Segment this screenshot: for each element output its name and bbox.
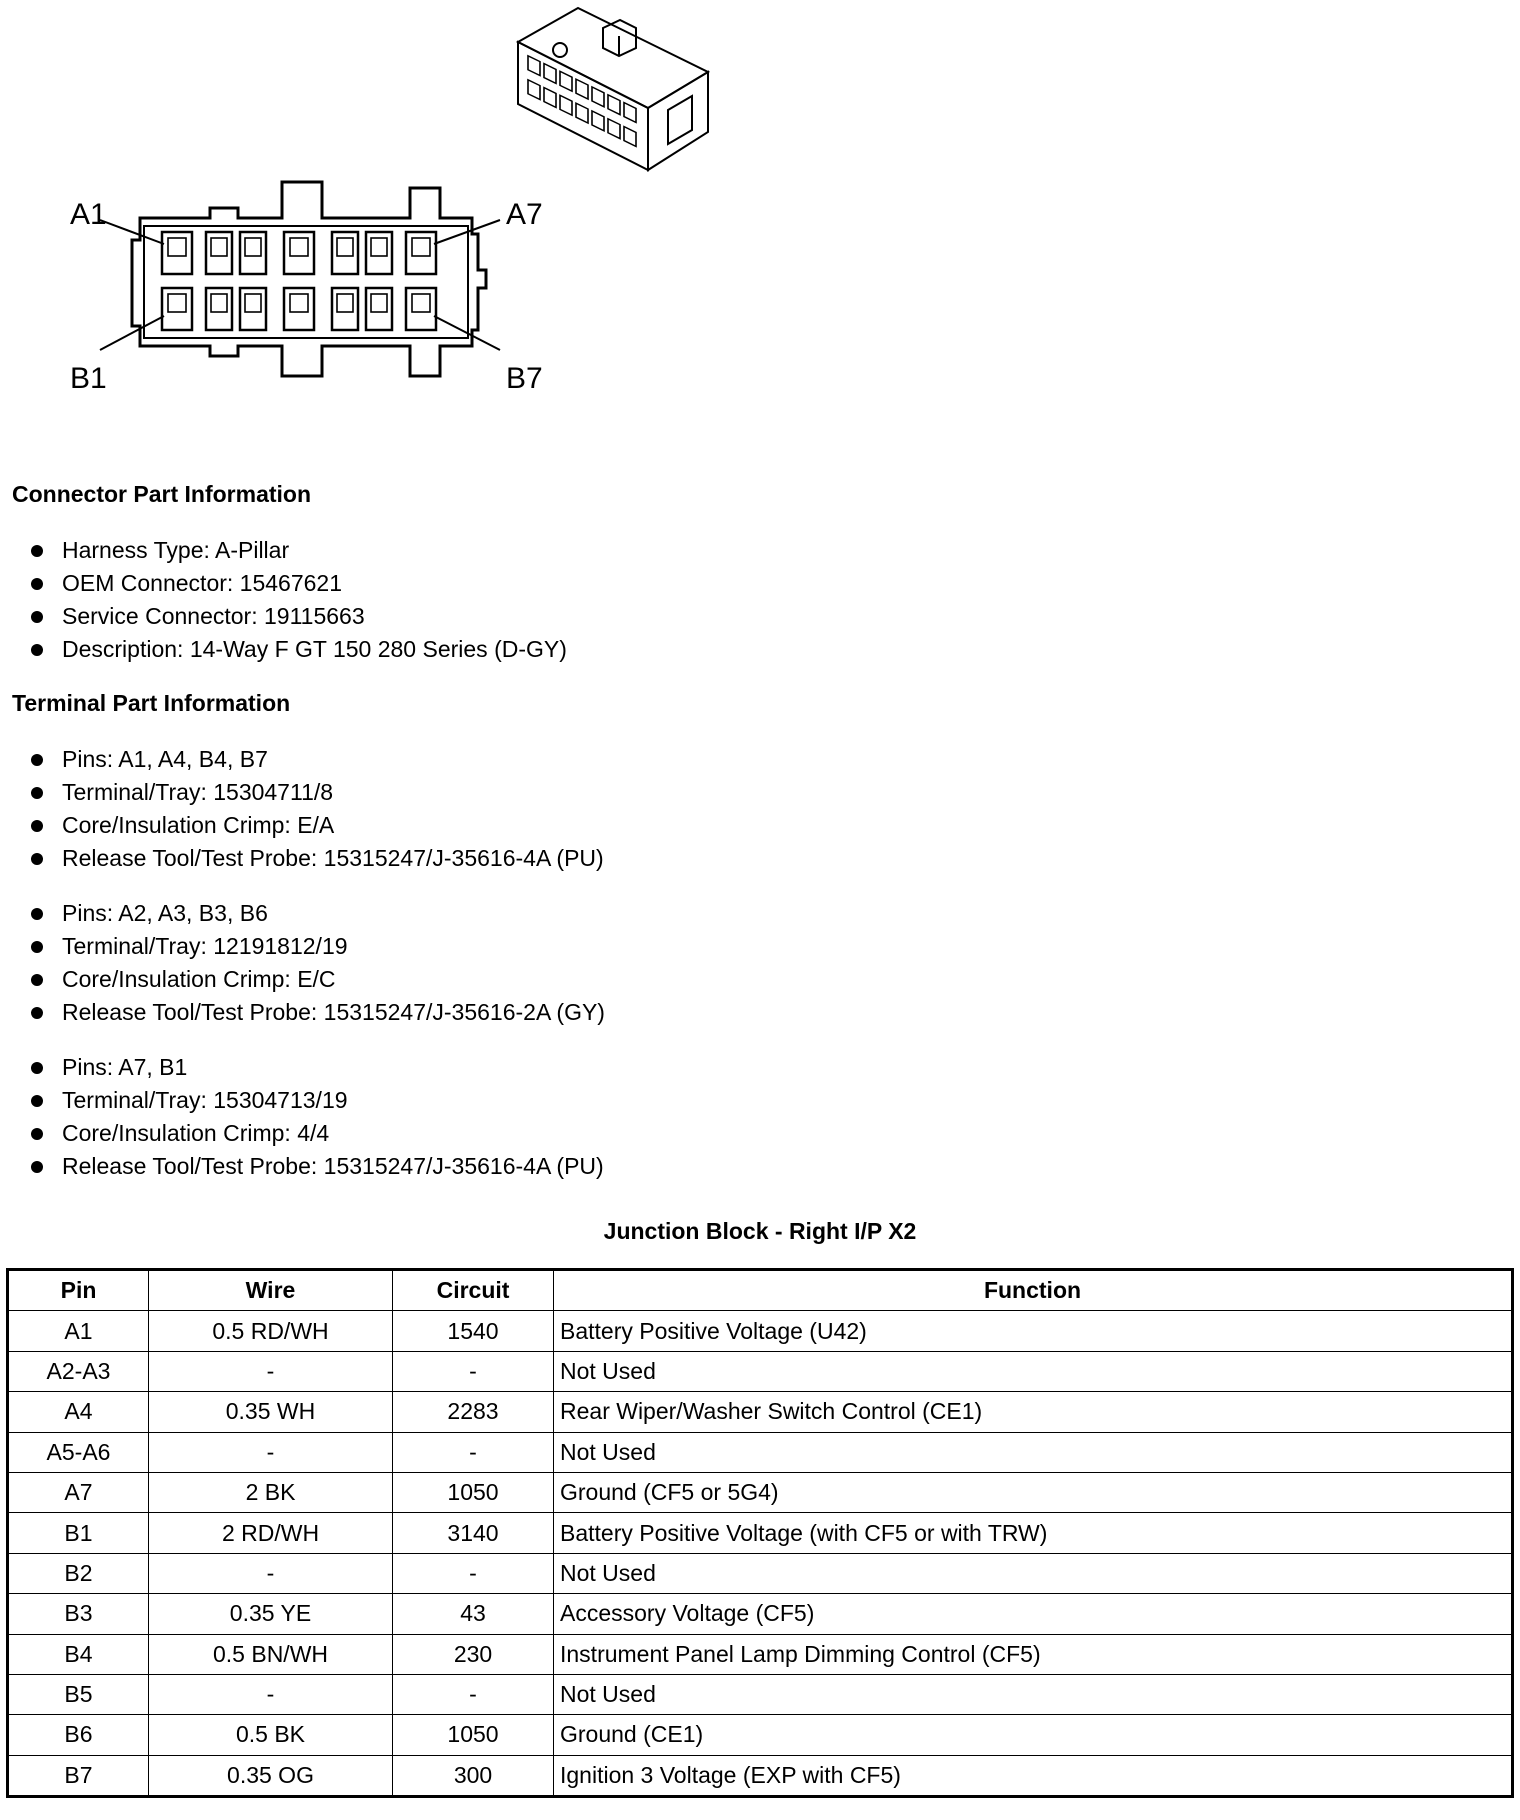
table-row [8, 1351, 1513, 1391]
list-item: OEM Connector: 15467621 [28, 567, 567, 600]
cell-circuit: - [393, 1351, 554, 1391]
cell-function: Ignition 3 Voltage (EXP with CF5) [554, 1755, 1513, 1796]
connector-face-diagram [60, 170, 580, 410]
cell-wire: 2 BK [149, 1472, 393, 1512]
cell-function: Ground (CF5 or 5G4) [554, 1472, 1513, 1512]
cell-function: Not Used [554, 1674, 1513, 1714]
cell-pin: A2-A3 [8, 1351, 149, 1391]
cell-pin: B4 [8, 1634, 149, 1674]
cell-function: Instrument Panel Lamp Dimming Control (CF5) [554, 1634, 1513, 1674]
list-item: Pins: A1, A4, B4, B7 [28, 743, 604, 776]
callout-a7: A7 [506, 198, 543, 231]
connector-info-heading: Connector Part Information [12, 481, 312, 507]
header-pin: Pin [8, 1270, 149, 1311]
cell-pin: A5-A6 [8, 1432, 149, 1472]
callout-b7: B7 [506, 362, 543, 395]
table-row [8, 1472, 1513, 1512]
terminal-group-1 [28, 743, 604, 875]
cell-pin: B2 [8, 1553, 149, 1593]
cell-pin: B5 [8, 1674, 149, 1714]
cell-wire: - [149, 1674, 393, 1714]
table-row [8, 1392, 1513, 1432]
list-item: Description: 14-Way F GT 150 280 Series (D-GY) [28, 633, 567, 666]
cell-wire: 2 RD/WH [149, 1513, 393, 1553]
list-item: Release Tool/Test Probe: 15315247/J-35616-2A (GY) [28, 996, 605, 1029]
cell-circuit: 43 [393, 1594, 554, 1634]
cell-wire: 0.5 RD/WH [149, 1311, 393, 1351]
cell-wire: 0.35 OG [149, 1755, 393, 1796]
cell-function: Battery Positive Voltage (U42) [554, 1311, 1513, 1351]
table-row [8, 1594, 1513, 1634]
cell-circuit: 1050 [393, 1715, 554, 1755]
list-item: Core/Insulation Crimp: E/C [28, 963, 605, 996]
list-item: Terminal/Tray: 15304711/8 [28, 776, 604, 809]
cell-wire: - [149, 1351, 393, 1391]
list-item: Terminal/Tray: 15304713/19 [28, 1084, 604, 1117]
cell-wire: 0.35 YE [149, 1594, 393, 1634]
cell-pin: B1 [8, 1513, 149, 1553]
table-body [8, 1311, 1513, 1797]
list-item: Harness Type: A-Pillar [28, 534, 567, 567]
cell-function: Battery Positive Voltage (with CF5 or with TRW) [554, 1513, 1513, 1553]
cell-wire: 0.35 WH [149, 1392, 393, 1432]
terminal-group-2 [28, 897, 605, 1029]
cell-pin: B7 [8, 1755, 149, 1796]
header-function: Function [554, 1270, 1513, 1311]
header-circuit: Circuit [393, 1270, 554, 1311]
list-item: Pins: A2, A3, B3, B6 [28, 897, 605, 930]
terminal-group-3 [28, 1051, 604, 1183]
callout-b1: B1 [70, 362, 107, 395]
list-item: Core/Insulation Crimp: 4/4 [28, 1117, 604, 1150]
table-row [8, 1513, 1513, 1553]
cell-function: Not Used [554, 1351, 1513, 1391]
list-item: Service Connector: 19115663 [28, 600, 567, 633]
table-row [8, 1432, 1513, 1472]
cell-circuit: 230 [393, 1634, 554, 1674]
connector-info-list [28, 534, 567, 666]
cell-circuit: 1050 [393, 1472, 554, 1512]
callout-a1: A1 [70, 198, 107, 231]
cell-pin: A1 [8, 1311, 149, 1351]
cell-circuit: 1540 [393, 1311, 554, 1351]
connector-isometric-illustration [508, 0, 728, 180]
cell-pin: B6 [8, 1715, 149, 1755]
cell-pin: B3 [8, 1594, 149, 1634]
table-row [8, 1553, 1513, 1593]
cell-circuit: - [393, 1674, 554, 1714]
pinout-table [6, 1268, 1514, 1798]
header-wire: Wire [149, 1270, 393, 1311]
list-item: Core/Insulation Crimp: E/A [28, 809, 604, 842]
cell-circuit: - [393, 1432, 554, 1472]
cell-wire: 0.5 BK [149, 1715, 393, 1755]
list-item: Release Tool/Test Probe: 15315247/J-35616-4A (PU) [28, 842, 604, 875]
cell-pin: A4 [8, 1392, 149, 1432]
table-row [8, 1674, 1513, 1714]
cell-pin: A7 [8, 1472, 149, 1512]
cell-wire: 0.5 BN/WH [149, 1634, 393, 1674]
list-item: Pins: A7, B1 [28, 1051, 604, 1084]
cell-function: Accessory Voltage (CF5) [554, 1594, 1513, 1634]
table-title: Junction Block - Right I/P X2 [603, 1218, 917, 1244]
cell-function: Ground (CE1) [554, 1715, 1513, 1755]
cell-function: Rear Wiper/Washer Switch Control (CE1) [554, 1392, 1513, 1432]
cell-circuit: 3140 [393, 1513, 554, 1553]
table-row [8, 1715, 1513, 1755]
terminal-info-heading: Terminal Part Information [12, 690, 291, 716]
table-row [8, 1755, 1513, 1796]
table-header-row [8, 1270, 1513, 1311]
cell-circuit: 2283 [393, 1392, 554, 1432]
cell-function: Not Used [554, 1432, 1513, 1472]
cell-function: Not Used [554, 1553, 1513, 1593]
table-row [8, 1634, 1513, 1674]
cell-circuit: - [393, 1553, 554, 1593]
cell-wire: - [149, 1432, 393, 1472]
table-row [8, 1311, 1513, 1351]
list-item: Release Tool/Test Probe: 15315247/J-35616-4A (PU) [28, 1150, 604, 1183]
cell-circuit: 300 [393, 1755, 554, 1796]
list-item: Terminal/Tray: 12191812/19 [28, 930, 605, 963]
cell-wire: - [149, 1553, 393, 1593]
